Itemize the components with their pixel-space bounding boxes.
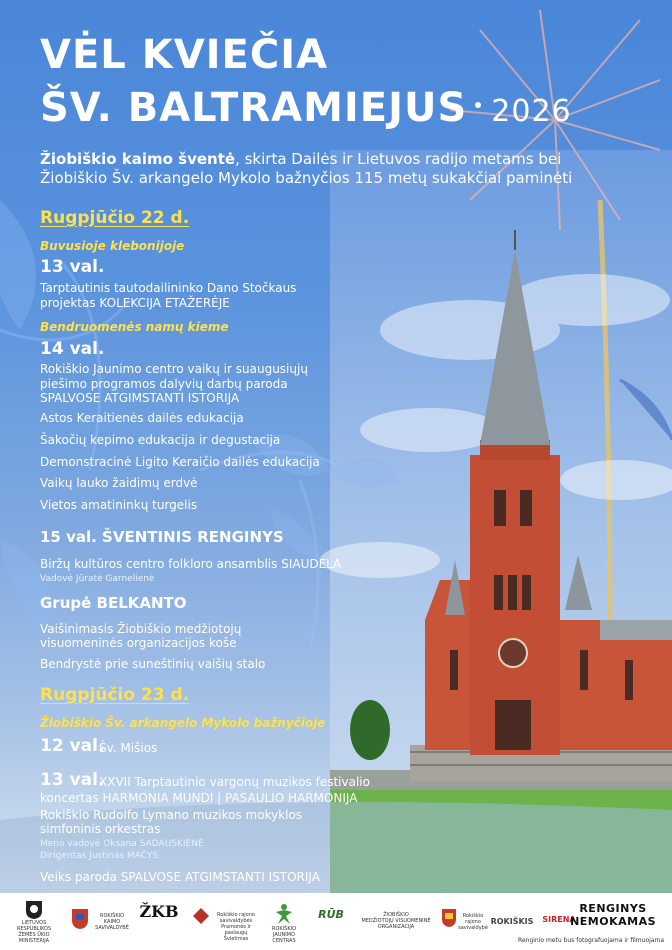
- day2-item-2b: simfoninis orkestras: [40, 822, 161, 836]
- logo-community-text: ROKIŠKIO KAIMO SAVIVALDYBĖ: [95, 913, 129, 931]
- day1-time-2: 14 val.: [40, 339, 105, 359]
- logo-hunters-l3: ORGANIZACIJA: [377, 924, 415, 930]
- day1-item-3: Astos Keraitienės dailės edukacija: [40, 411, 244, 425]
- coat-of-arms-icon: [71, 908, 89, 930]
- logo-hunters-l2: MEDŽIOTOJŲ VISUOMENINĖ: [361, 918, 431, 924]
- district-crest-icon: [441, 908, 457, 928]
- logo-district: [458, 913, 488, 931]
- logo-red-mark: [190, 906, 212, 926]
- logo-ministry: [8, 900, 60, 944]
- day1-item-1a: Tarptautinis tautodailininko Dano Stočkaus: [40, 281, 297, 295]
- logo-youth-center: [264, 902, 304, 944]
- hands-icon: [191, 906, 211, 926]
- day2-sub-1: Meno vadovė Oksana SADAUSKIENĖ: [40, 839, 204, 849]
- day1-item-4: Šakočių kepimo edukacija ir degustacija: [40, 433, 281, 447]
- day1-date: Rugpjūčio 22 d.: [40, 208, 190, 228]
- day1-location-2: Bendruomenės namų kieme: [40, 320, 229, 334]
- day1-item-5: Demonstracinė Ligito Keraičio dailės edukacija: [40, 455, 320, 469]
- filming-note: Renginio metu bus fotografuojama ir filmuojama: [518, 937, 664, 944]
- day1-item-1b: projektas KOLEKCIJA ETAŽERĖJE: [40, 296, 230, 310]
- free-event-label: [570, 902, 656, 928]
- logo-rokiskis-text: ROKIŠKIS: [490, 917, 534, 926]
- day1-item-10: Bendrystė prie suneštinių vaišių stalo: [40, 657, 266, 671]
- logo-education-text: Rokiškio rajono savivaldybės Pramonės ir paslaugų Švietimas: [217, 912, 255, 942]
- logo-hunters: [356, 912, 436, 930]
- day2-time-2-text: XXVII Tarptautinio vargonų muzikos festivalio: [99, 775, 370, 789]
- day1-time-1: 13 val.: [40, 257, 105, 277]
- day2-item-2a: Rokiškio Rudolfo Lymano muzikos mokyklos: [40, 808, 303, 822]
- day2-time-1: 12 val.: [40, 736, 105, 756]
- title-line-1: VĖL KVIEČIA: [40, 32, 329, 78]
- day1-time-3: 15 val. ŠVENTINIS RENGINYS: [40, 528, 284, 546]
- day1-location-1: Buvusioje klebonijoje: [40, 239, 185, 253]
- logo-zkb: [137, 902, 181, 921]
- intro-text: [40, 150, 640, 188]
- day1-item-2b: piešimo programos dalyvių darbų paroda: [40, 377, 288, 391]
- day1-item-2c: SPALVOSE ATGIMSTANTI ISTORIJA: [40, 391, 240, 405]
- logo-community: [92, 913, 132, 931]
- day1-item-7: Vietos amatininkų turgelis: [40, 498, 198, 512]
- logo-education: [214, 912, 258, 942]
- logo-ministry-text: LIETUVOS RESPUBLIKOS ŽEMĖS ŪKIO MINISTERIJA: [16, 920, 52, 944]
- event-year: 2026: [491, 94, 572, 129]
- logo-rab-text: RŪB: [318, 908, 344, 921]
- day2-time-1-text: Šv. Mišios: [99, 741, 158, 755]
- logo-district-text: Rokiškio rajono savivaldybė: [458, 913, 488, 931]
- logo-sirena-text: SIRENA: [542, 915, 576, 924]
- logo-district-crest: [440, 908, 458, 928]
- day1-item-9b: visuomeninės organizacijos koše: [40, 636, 237, 650]
- day1-item-6: Vaikų lauko žaidimų erdvė: [40, 476, 198, 490]
- day1-item-2a: Rokiškio Jaunimo centro vaikų ir suaugusiųjų: [40, 362, 308, 376]
- day2-item-1b: koncertas HARMONIA MUNDI | PASAULIO HARMONIJA: [40, 791, 358, 805]
- intro-bold: Žiobiškio kaimo šventė: [40, 150, 236, 168]
- logo-hunters-l1: ŽIOBIŠKIO: [383, 912, 409, 918]
- logo-rokiskis: [490, 917, 534, 926]
- day2-time-2: 13 val.: [40, 770, 105, 790]
- day2-closing: Veiks paroda SPALVOSE ATGIMSTANTI ISTORIJA: [40, 870, 320, 884]
- day2-date: Rugpjūčio 23 d.: [40, 685, 190, 705]
- youth-figure-icon: [272, 902, 296, 926]
- day1-item-9a: Vaišinimasis Žiobiškio medžiotojų: [40, 622, 242, 636]
- title-dot: [475, 102, 481, 108]
- intro-line-2: Žiobiškio Šv. arkangelo Mykolo bažnyčios 115 metų sukakčiai paminėti: [40, 169, 573, 187]
- free-event-line-1: RENGINYS: [579, 902, 647, 915]
- lithuania-coat-of-arms-icon: [25, 900, 43, 920]
- logo-zkb-text: ŽKB: [139, 902, 179, 921]
- intro-rest: , skirta Dailės ir Lietuvos radijo metams bei: [235, 150, 562, 168]
- logo-rab: [311, 908, 351, 921]
- title-line-2: [40, 85, 572, 131]
- day2-sub-2: Dirigentas Justinas MAČYS: [40, 851, 159, 861]
- free-event-line-2: NEMOKAMAS: [570, 915, 656, 928]
- day2-location-1: Žiobiškio Šv. arkangelo Mykolo bažnyčioje: [40, 716, 326, 730]
- day1-item-8-sub: Vadovė Jūratė Garnelienė: [40, 574, 155, 584]
- logo-coat-red: [70, 908, 90, 930]
- title-saint: ŠV. BALTRAMIEJUS: [40, 85, 468, 131]
- day1-item-8: Biržų kultūros centro folkloro ansamblis SIAUDELA: [40, 557, 342, 571]
- logo-youth-center-text: ROKIŠKIO JAUNIMO CENTRAS: [271, 926, 297, 944]
- day1-group: Grupė BELKANTO: [40, 594, 187, 612]
